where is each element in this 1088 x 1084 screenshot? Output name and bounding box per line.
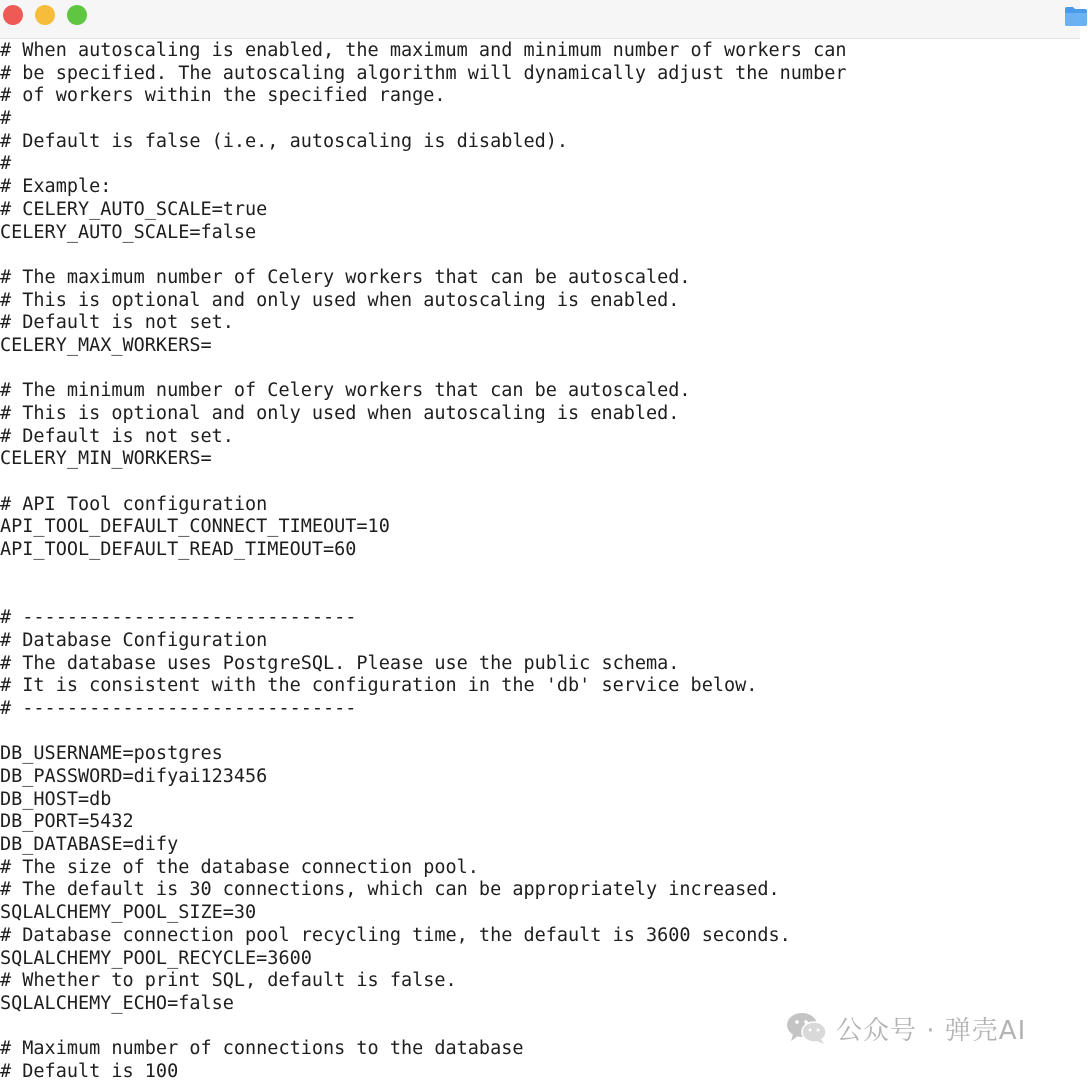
watermark (786, 1008, 1026, 1048)
code-line[interactable]: # Database connection pool recycling time, the default is 3600 seconds. (0, 924, 791, 946)
code-line[interactable]: # Example: (0, 176, 112, 198)
title-bar (0, 0, 1080, 39)
code-line[interactable]: DB_PORT=5432 (0, 811, 134, 833)
code-line[interactable]: # Default is false (i.e., autoscaling is disabled). (0, 130, 569, 152)
code-line[interactable]: CELERY_MIN_WORKERS= (0, 448, 212, 470)
code-line[interactable]: # ------------------------------ (0, 697, 357, 719)
text-editor[interactable] (0, 40, 1080, 1082)
code-line[interactable]: # The database uses PostgreSQL. Please use the public schema. (0, 652, 680, 674)
code-line[interactable]: # (0, 153, 12, 175)
code-line[interactable]: # Default is not set. (0, 425, 234, 447)
close-window-button[interactable] (3, 5, 23, 25)
code-line[interactable]: # API Tool configuration (0, 493, 268, 515)
code-line[interactable]: # It is consistent with the configuration in the 'db' service below. (0, 675, 758, 697)
code-content[interactable] (0, 40, 1080, 1084)
code-line[interactable] (0, 358, 1080, 381)
code-line[interactable]: # The size of the database connection pool. (0, 856, 479, 878)
code-line[interactable]: SQLALCHEMY_POOL_SIZE=30 (0, 902, 257, 924)
maximize-window-button[interactable] (67, 5, 87, 25)
code-line[interactable] (0, 471, 1080, 494)
code-line[interactable]: # This is optional and only used when autoscaling is enabled. (0, 289, 680, 311)
code-line[interactable]: # The maximum number of Celery workers that can be autoscaled. (0, 266, 691, 288)
code-line[interactable]: # This is optional and only used when autoscaling is enabled. (0, 403, 680, 424)
code-line[interactable]: CELERY_MAX_WORKERS= (0, 334, 212, 356)
code-line[interactable]: SQLALCHEMY_POOL_RECYCLE=3600 (0, 947, 312, 969)
code-line[interactable]: # Default is 100 (0, 1060, 179, 1082)
code-line[interactable]: DB_DATABASE=dify (0, 834, 179, 856)
minimize-window-button[interactable] (35, 5, 55, 25)
code-line[interactable] (0, 585, 1080, 608)
code-line[interactable] (0, 562, 1080, 585)
wechat-icon (786, 1011, 828, 1045)
code-line[interactable]: API_TOOL_DEFAULT_CONNECT_TIMEOUT=10 (0, 516, 390, 538)
code-line[interactable]: # When autoscaling is enabled, the maximum and minimum number of workers can (0, 40, 847, 61)
code-line[interactable]: # The minimum number of Celery workers that can be autoscaled. (0, 380, 691, 402)
code-line[interactable]: DB_PASSWORD=difyai123456 (0, 766, 268, 787)
code-line[interactable]: # of workers within the specified range. (0, 85, 446, 107)
code-line[interactable]: CELERY_AUTO_SCALE=false (0, 221, 257, 243)
code-line[interactable]: # Default is not set. (0, 312, 234, 334)
code-line[interactable] (0, 244, 1080, 267)
code-line[interactable] (0, 721, 1080, 744)
code-line[interactable]: DB_HOST=db (0, 788, 112, 810)
code-line[interactable]: # Whether to print SQL, default is false. (0, 970, 457, 992)
code-line[interactable]: # be specified. The autoscaling algorithm will dynamically adjust the number (0, 62, 847, 84)
watermark-text: 公众号 · 弹壳AI (836, 1015, 1027, 1046)
code-line[interactable]: # Maximum number of connections to the database (0, 1038, 524, 1060)
code-line[interactable]: DB_USERNAME=postgres (0, 743, 223, 765)
code-line[interactable]: API_TOOL_DEFAULT_READ_TIMEOUT=60 (0, 539, 357, 561)
code-line[interactable]: # Database Configuration (0, 629, 268, 651)
folder-icon[interactable] (1064, 5, 1088, 27)
code-line[interactable]: # ------------------------------ (0, 607, 357, 629)
code-line[interactable]: SQLALCHEMY_ECHO=false (0, 992, 234, 1014)
code-line[interactable]: # (0, 108, 12, 130)
code-line[interactable]: # The default is 30 connections, which can be appropriately increased. (0, 879, 780, 901)
code-line[interactable]: # CELERY_AUTO_SCALE=true (0, 198, 268, 220)
